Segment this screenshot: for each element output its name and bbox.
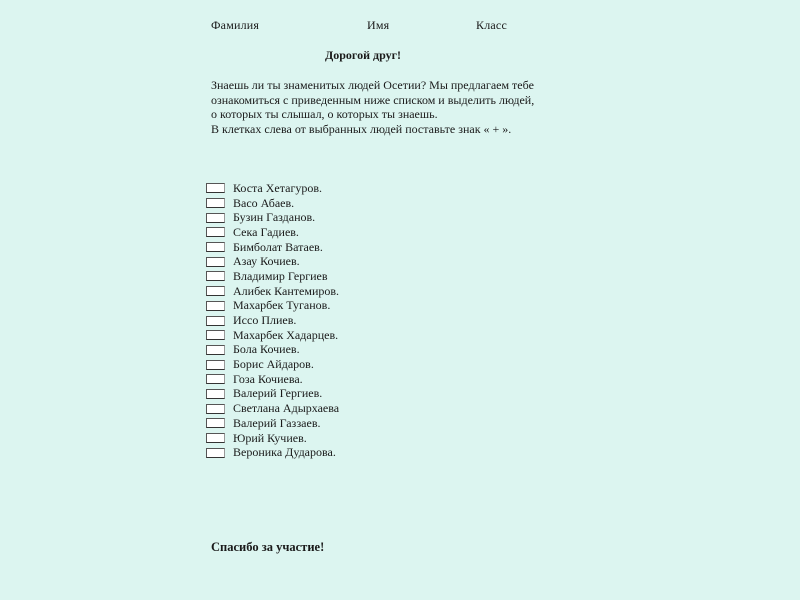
people-checklist bbox=[206, 181, 339, 460]
person-checkbox[interactable] bbox=[206, 257, 225, 267]
person-checkbox[interactable] bbox=[206, 213, 225, 223]
person-row bbox=[206, 284, 339, 299]
person-row bbox=[206, 372, 339, 387]
person-row bbox=[206, 181, 339, 196]
person-name: Гоза Кочиева. bbox=[233, 371, 303, 386]
thanks-message: Спасибо за участие! bbox=[211, 540, 325, 554]
person-name: Иссо Плиев. bbox=[233, 313, 297, 328]
person-name: Сека Гадиев. bbox=[233, 224, 299, 239]
person-row bbox=[206, 387, 339, 402]
intro-paragraph bbox=[211, 78, 551, 136]
person-checkbox[interactable] bbox=[206, 360, 225, 370]
person-row bbox=[206, 401, 339, 416]
person-checkbox[interactable] bbox=[206, 404, 225, 414]
person-name: Алибек Кантемиров. bbox=[233, 283, 340, 298]
person-name: Махарбек Туганов. bbox=[233, 298, 331, 313]
person-checkbox[interactable] bbox=[206, 242, 225, 252]
person-name: Борис Айдаров. bbox=[233, 357, 314, 372]
person-checkbox[interactable] bbox=[206, 433, 225, 443]
intro-line: ознакомиться с приведенным ниже списком и выделить людей, bbox=[211, 92, 535, 107]
person-checkbox[interactable] bbox=[206, 227, 225, 237]
intro-line: Знаешь ли ты знаменитых людей Осетии? Мы предлагаем тебе bbox=[211, 78, 534, 92]
person-row bbox=[206, 357, 339, 372]
person-checkbox[interactable] bbox=[206, 301, 225, 311]
person-name: Юрий Кучиев. bbox=[233, 430, 307, 445]
person-checkbox[interactable] bbox=[206, 286, 225, 296]
class-label: Класс bbox=[476, 18, 507, 32]
person-name: Бола Кочиев. bbox=[233, 342, 300, 357]
surname-label: Фамилия bbox=[211, 18, 260, 32]
person-row bbox=[206, 299, 339, 314]
first-name-label: Имя bbox=[367, 18, 390, 32]
person-row bbox=[206, 269, 339, 284]
person-name: Бимболат Ватаев. bbox=[233, 239, 323, 254]
person-name: Владимир Гергиев bbox=[233, 268, 328, 283]
person-row bbox=[206, 445, 339, 460]
person-row bbox=[206, 254, 339, 269]
person-row bbox=[206, 240, 339, 255]
person-checkbox[interactable] bbox=[206, 316, 225, 326]
person-name: Махарбек Хадарцев. bbox=[233, 327, 339, 342]
person-name: Васо Абаев. bbox=[233, 195, 295, 210]
person-name: Бузин Газданов. bbox=[233, 210, 316, 225]
person-checkbox[interactable] bbox=[206, 418, 225, 428]
person-checkbox[interactable] bbox=[206, 183, 225, 193]
intro-line: В клетках слева от выбранных людей поставьте знак « + ». bbox=[211, 121, 512, 136]
person-row bbox=[206, 328, 339, 343]
person-name: Коста Хетагуров. bbox=[233, 180, 323, 195]
intro-line: о которых ты слышал, о которых ты знаешь. bbox=[211, 107, 438, 121]
person-row bbox=[206, 431, 339, 446]
person-checkbox[interactable] bbox=[206, 345, 225, 355]
person-checkbox[interactable] bbox=[206, 271, 225, 281]
person-row bbox=[206, 343, 339, 358]
person-checkbox[interactable] bbox=[206, 198, 225, 208]
person-name: Валерий Газзаев. bbox=[233, 415, 321, 430]
person-name: Вероника Дударова. bbox=[233, 445, 336, 460]
person-checkbox[interactable] bbox=[206, 389, 225, 399]
person-checkbox[interactable] bbox=[206, 330, 225, 340]
person-checkbox[interactable] bbox=[206, 374, 225, 384]
person-row bbox=[206, 416, 339, 431]
person-row bbox=[206, 313, 339, 328]
person-name: Валерий Гергиев. bbox=[233, 386, 323, 401]
person-row bbox=[206, 210, 339, 225]
person-row bbox=[206, 196, 339, 211]
person-name: Светлана Адырхаева bbox=[233, 401, 340, 416]
person-name: Азау Кочиев. bbox=[233, 254, 300, 269]
person-checkbox[interactable] bbox=[206, 448, 225, 458]
greeting-heading: Дорогой друг! bbox=[325, 48, 402, 62]
person-row bbox=[206, 225, 339, 240]
